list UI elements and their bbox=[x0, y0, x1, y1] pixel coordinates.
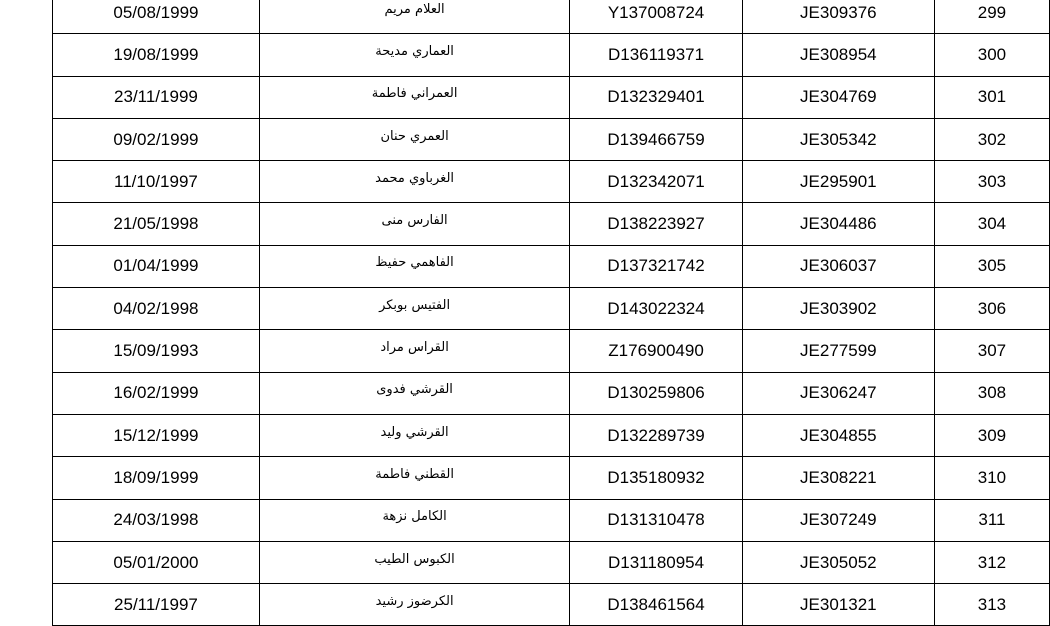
row-number-cell: 302 bbox=[934, 118, 1049, 160]
row-number-cell: 312 bbox=[934, 541, 1049, 583]
full-name-cell: الكرضوز رشيد bbox=[259, 584, 569, 626]
full-name-cell: الفتيس بوبكر bbox=[259, 288, 569, 330]
full-name-cell: العماري مديحة bbox=[259, 34, 569, 76]
table-row bbox=[53, 0, 1050, 34]
registration-code-cell: JE308954 bbox=[742, 34, 934, 76]
full-name-cell: القرشي فدوى bbox=[259, 372, 569, 414]
row-number-cell: 303 bbox=[934, 161, 1049, 203]
row-number-cell: 311 bbox=[934, 499, 1049, 541]
table-row bbox=[53, 288, 1050, 330]
registration-code-cell: JE304486 bbox=[742, 203, 934, 245]
full-name-cell: العلام مريم bbox=[259, 0, 569, 34]
table-row bbox=[53, 584, 1050, 626]
registration-code-cell: JE309376 bbox=[742, 0, 934, 34]
birth-date-cell: 04/02/1998 bbox=[53, 288, 260, 330]
table-row bbox=[53, 76, 1050, 118]
row-number-cell: 306 bbox=[934, 288, 1049, 330]
full-name-cell: العمراني فاطمة bbox=[259, 76, 569, 118]
full-name-cell: الكامل نزهة bbox=[259, 499, 569, 541]
row-number-cell: 308 bbox=[934, 372, 1049, 414]
row-number-cell: 304 bbox=[934, 203, 1049, 245]
registration-code-cell: JE306247 bbox=[742, 372, 934, 414]
registration-code-cell: JE308221 bbox=[742, 457, 934, 499]
table-row bbox=[53, 118, 1050, 160]
id-card-cell: Y137008724 bbox=[570, 0, 742, 34]
id-card-cell: D139466759 bbox=[570, 118, 742, 160]
table-row bbox=[53, 34, 1050, 76]
registration-code-cell: JE305052 bbox=[742, 541, 934, 583]
row-number-cell: 307 bbox=[934, 330, 1049, 372]
full-name-cell: العمري حنان bbox=[259, 118, 569, 160]
id-card-cell: D143022324 bbox=[570, 288, 742, 330]
id-card-cell: D138223927 bbox=[570, 203, 742, 245]
birth-date-cell: 24/03/1998 bbox=[53, 499, 260, 541]
id-card-cell: D137321742 bbox=[570, 245, 742, 287]
full-name-cell: القرشي وليد bbox=[259, 414, 569, 456]
id-card-cell: D131180954 bbox=[570, 541, 742, 583]
full-name-cell: الغرباوي محمد bbox=[259, 161, 569, 203]
full-name-cell: الفاهمي حفيظ bbox=[259, 245, 569, 287]
registration-code-cell: JE304769 bbox=[742, 76, 934, 118]
registration-code-cell: JE295901 bbox=[742, 161, 934, 203]
full-name-cell: الكبوس الطيب bbox=[259, 541, 569, 583]
id-card-cell: D136119371 bbox=[570, 34, 742, 76]
id-card-cell: D131310478 bbox=[570, 499, 742, 541]
id-card-cell: D132329401 bbox=[570, 76, 742, 118]
registration-code-cell: JE277599 bbox=[742, 330, 934, 372]
table-row bbox=[53, 499, 1050, 541]
birth-date-cell: 16/02/1999 bbox=[53, 372, 260, 414]
birth-date-cell: 01/04/1999 bbox=[53, 245, 260, 287]
birth-date-cell: 19/08/1999 bbox=[53, 34, 260, 76]
table-body bbox=[53, 0, 1050, 626]
table-row bbox=[53, 203, 1050, 245]
registration-code-cell: JE306037 bbox=[742, 245, 934, 287]
row-number-cell: 300 bbox=[934, 34, 1049, 76]
full-name-cell: القراس مراد bbox=[259, 330, 569, 372]
birth-date-cell: 15/12/1999 bbox=[53, 414, 260, 456]
id-card-cell: D135180932 bbox=[570, 457, 742, 499]
birth-date-cell: 21/05/1998 bbox=[53, 203, 260, 245]
registration-code-cell: JE305342 bbox=[742, 118, 934, 160]
row-number-cell: 299 bbox=[934, 0, 1049, 34]
registration-code-cell: JE304855 bbox=[742, 414, 934, 456]
id-card-cell: D130259806 bbox=[570, 372, 742, 414]
registration-code-cell: JE303902 bbox=[742, 288, 934, 330]
table-row bbox=[53, 330, 1050, 372]
row-number-cell: 310 bbox=[934, 457, 1049, 499]
row-number-cell: 305 bbox=[934, 245, 1049, 287]
birth-date-cell: 18/09/1999 bbox=[53, 457, 260, 499]
id-card-cell: D138461564 bbox=[570, 584, 742, 626]
row-number-cell: 301 bbox=[934, 76, 1049, 118]
registration-code-cell: JE301321 bbox=[742, 584, 934, 626]
table-row bbox=[53, 161, 1050, 203]
birth-date-cell: 15/09/1993 bbox=[53, 330, 260, 372]
table-row bbox=[53, 541, 1050, 583]
table-row bbox=[53, 245, 1050, 287]
full-name-cell: القطني فاطمة bbox=[259, 457, 569, 499]
table-row bbox=[53, 457, 1050, 499]
row-number-cell: 309 bbox=[934, 414, 1049, 456]
full-name-cell: الفارس منى bbox=[259, 203, 569, 245]
birth-date-cell: 05/08/1999 bbox=[53, 0, 260, 34]
birth-date-cell: 23/11/1999 bbox=[53, 76, 260, 118]
table-row bbox=[53, 372, 1050, 414]
birth-date-cell: 11/10/1997 bbox=[53, 161, 260, 203]
id-card-cell: D132289739 bbox=[570, 414, 742, 456]
birth-date-cell: 05/01/2000 bbox=[53, 541, 260, 583]
row-number-cell: 313 bbox=[934, 584, 1049, 626]
table-row bbox=[53, 414, 1050, 456]
id-card-cell: D132342071 bbox=[570, 161, 742, 203]
birth-date-cell: 25/11/1997 bbox=[53, 584, 260, 626]
registration-code-cell: JE307249 bbox=[742, 499, 934, 541]
birth-date-cell: 09/02/1999 bbox=[53, 118, 260, 160]
id-card-cell: Z176900490 bbox=[570, 330, 742, 372]
student-list-table bbox=[52, 0, 1050, 626]
